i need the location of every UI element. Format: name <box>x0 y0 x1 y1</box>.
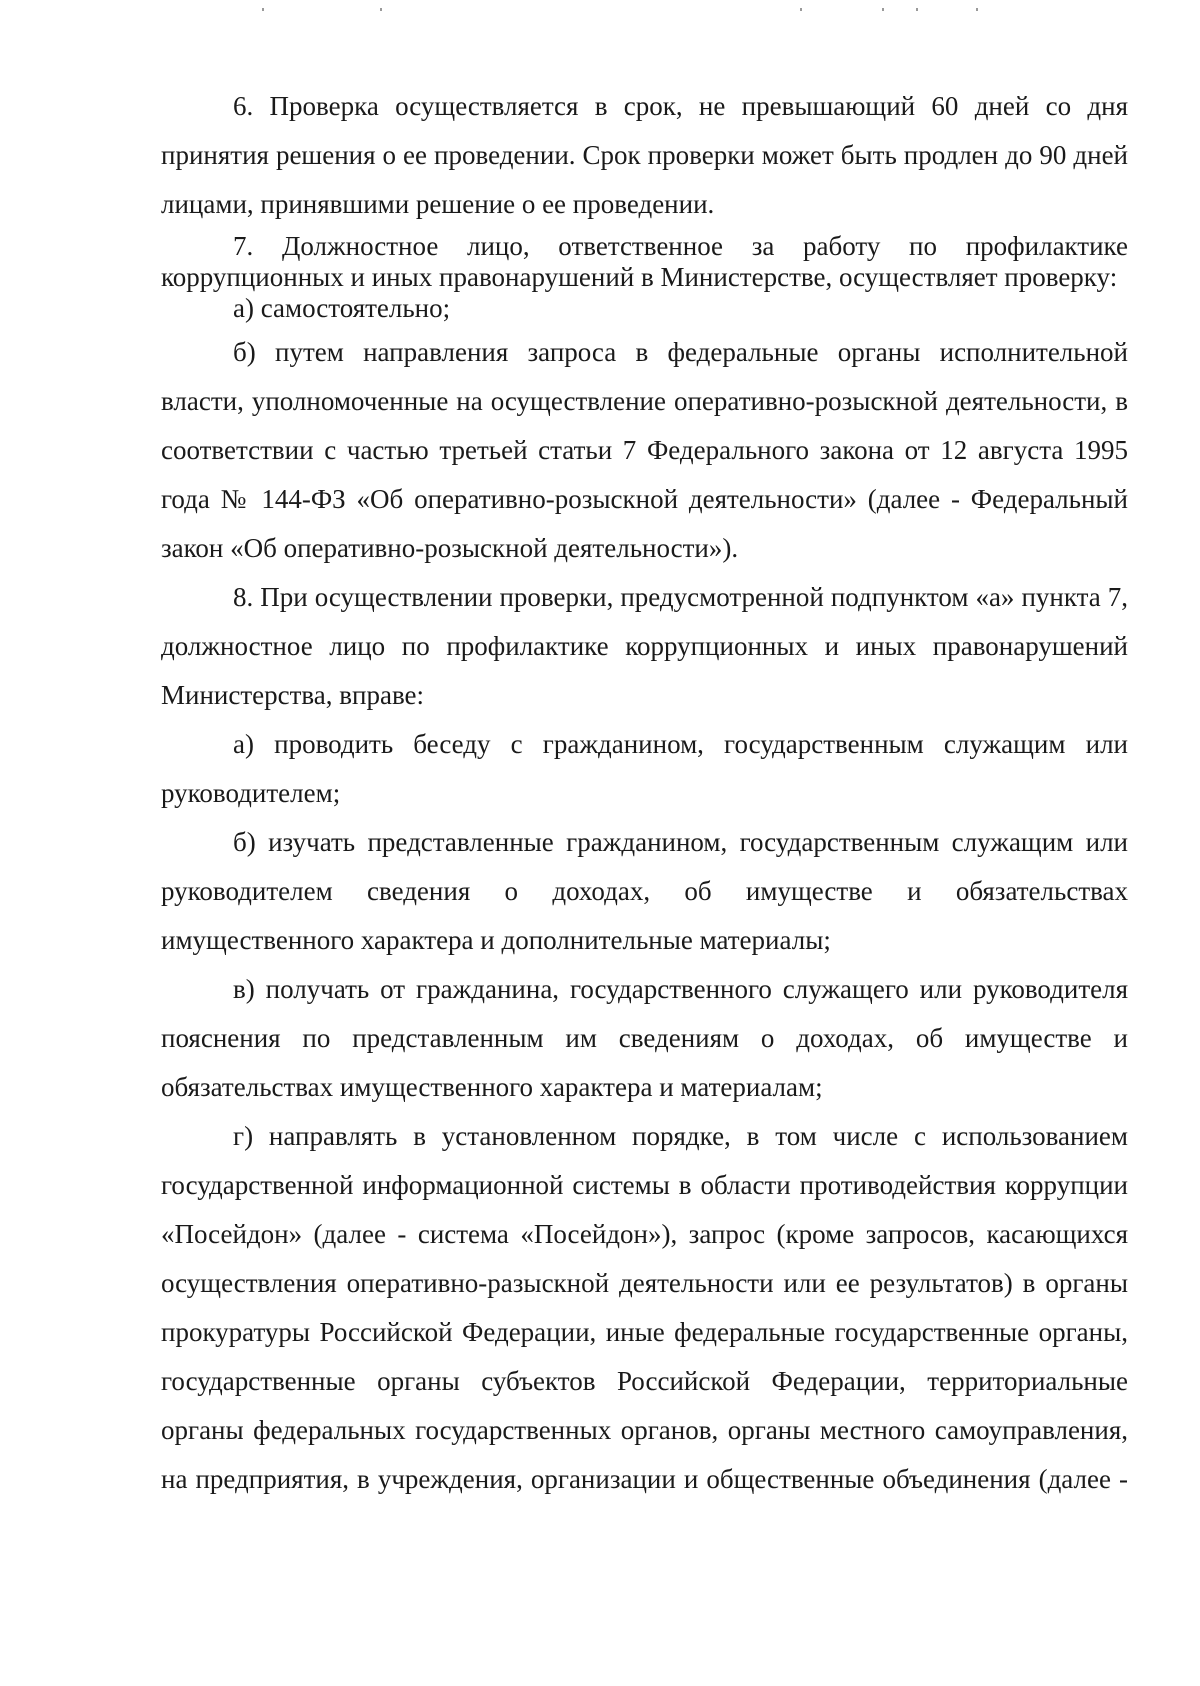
paragraph-7b: б) путем направления запроса в федеральные органы исполнительной власти, уполномоченные на осуществление оперативно-розыскной деятельности, в соответствии с частью третьей статьи 7 Федерального закона от 12 августа 1995 года № 144-ФЗ «Об оперативно-розыскной деятельности» (далее - Федеральный закон «Об оперативно-розыскной деятельности»). <box>161 337 1128 563</box>
paragraph-7a: а) самостоятельно; <box>233 293 451 323</box>
scan-edge-marks <box>0 8 1200 14</box>
paragraph-6: 6. Проверка осуществляется в срок, не превышающий 60 дней со дня принятия решения о ее проведении. Срок проверки может быть продлен до 90 дней лицами, принявшими решение о ее проведении. <box>161 91 1128 219</box>
paragraph-8a: а) проводить беседу с гражданином, государственным служащим или руководителем; <box>161 729 1128 808</box>
paragraph-8: 8. При осуществлении проверки, предусмотренной подпунктом «а» пункта 7, должностное лицо по профилактике коррупционных и иных правонарушений Министерства, вправе: <box>161 582 1128 710</box>
paragraph-8g: г) направлять в установленном порядке, в том числе с использованием государственной информационной системы в области противодействия коррупции «Посейдон» (далее - система «Посейдон»), запрос (кроме запросов, касающихся осуществления оперативно-разыскной деятельности или ее результатов) в органы прокуратуры Российской Федерации, иные федеральные государственные органы, государственные органы субъектов Российской Федерации, территориальные органы федеральных государственных органов, органы местного самоуправления, на предприятия, в учреждения, организации и общественные объединения (далее - <box>161 1121 1128 1494</box>
document-page <box>161 82 1128 1504</box>
paragraph-8b: б) изучать представленные гражданином, государственным служащим или руководителем сведения о доходах, об имуществе и обязательствах имущественного характера и дополнительные материалы; <box>161 827 1128 955</box>
paragraph-8v: в) получать от гражданина, государственного служащего или руководителя пояснения по представленным им сведениям о доходах, об имуществе и обязательствах имущественного характера и материалам; <box>161 974 1128 1102</box>
paragraph-7: 7. Должностное лицо, ответственное за работу по профилактике коррупционных и иных правонарушений в Министерстве, осуществляет проверку: <box>161 231 1128 292</box>
